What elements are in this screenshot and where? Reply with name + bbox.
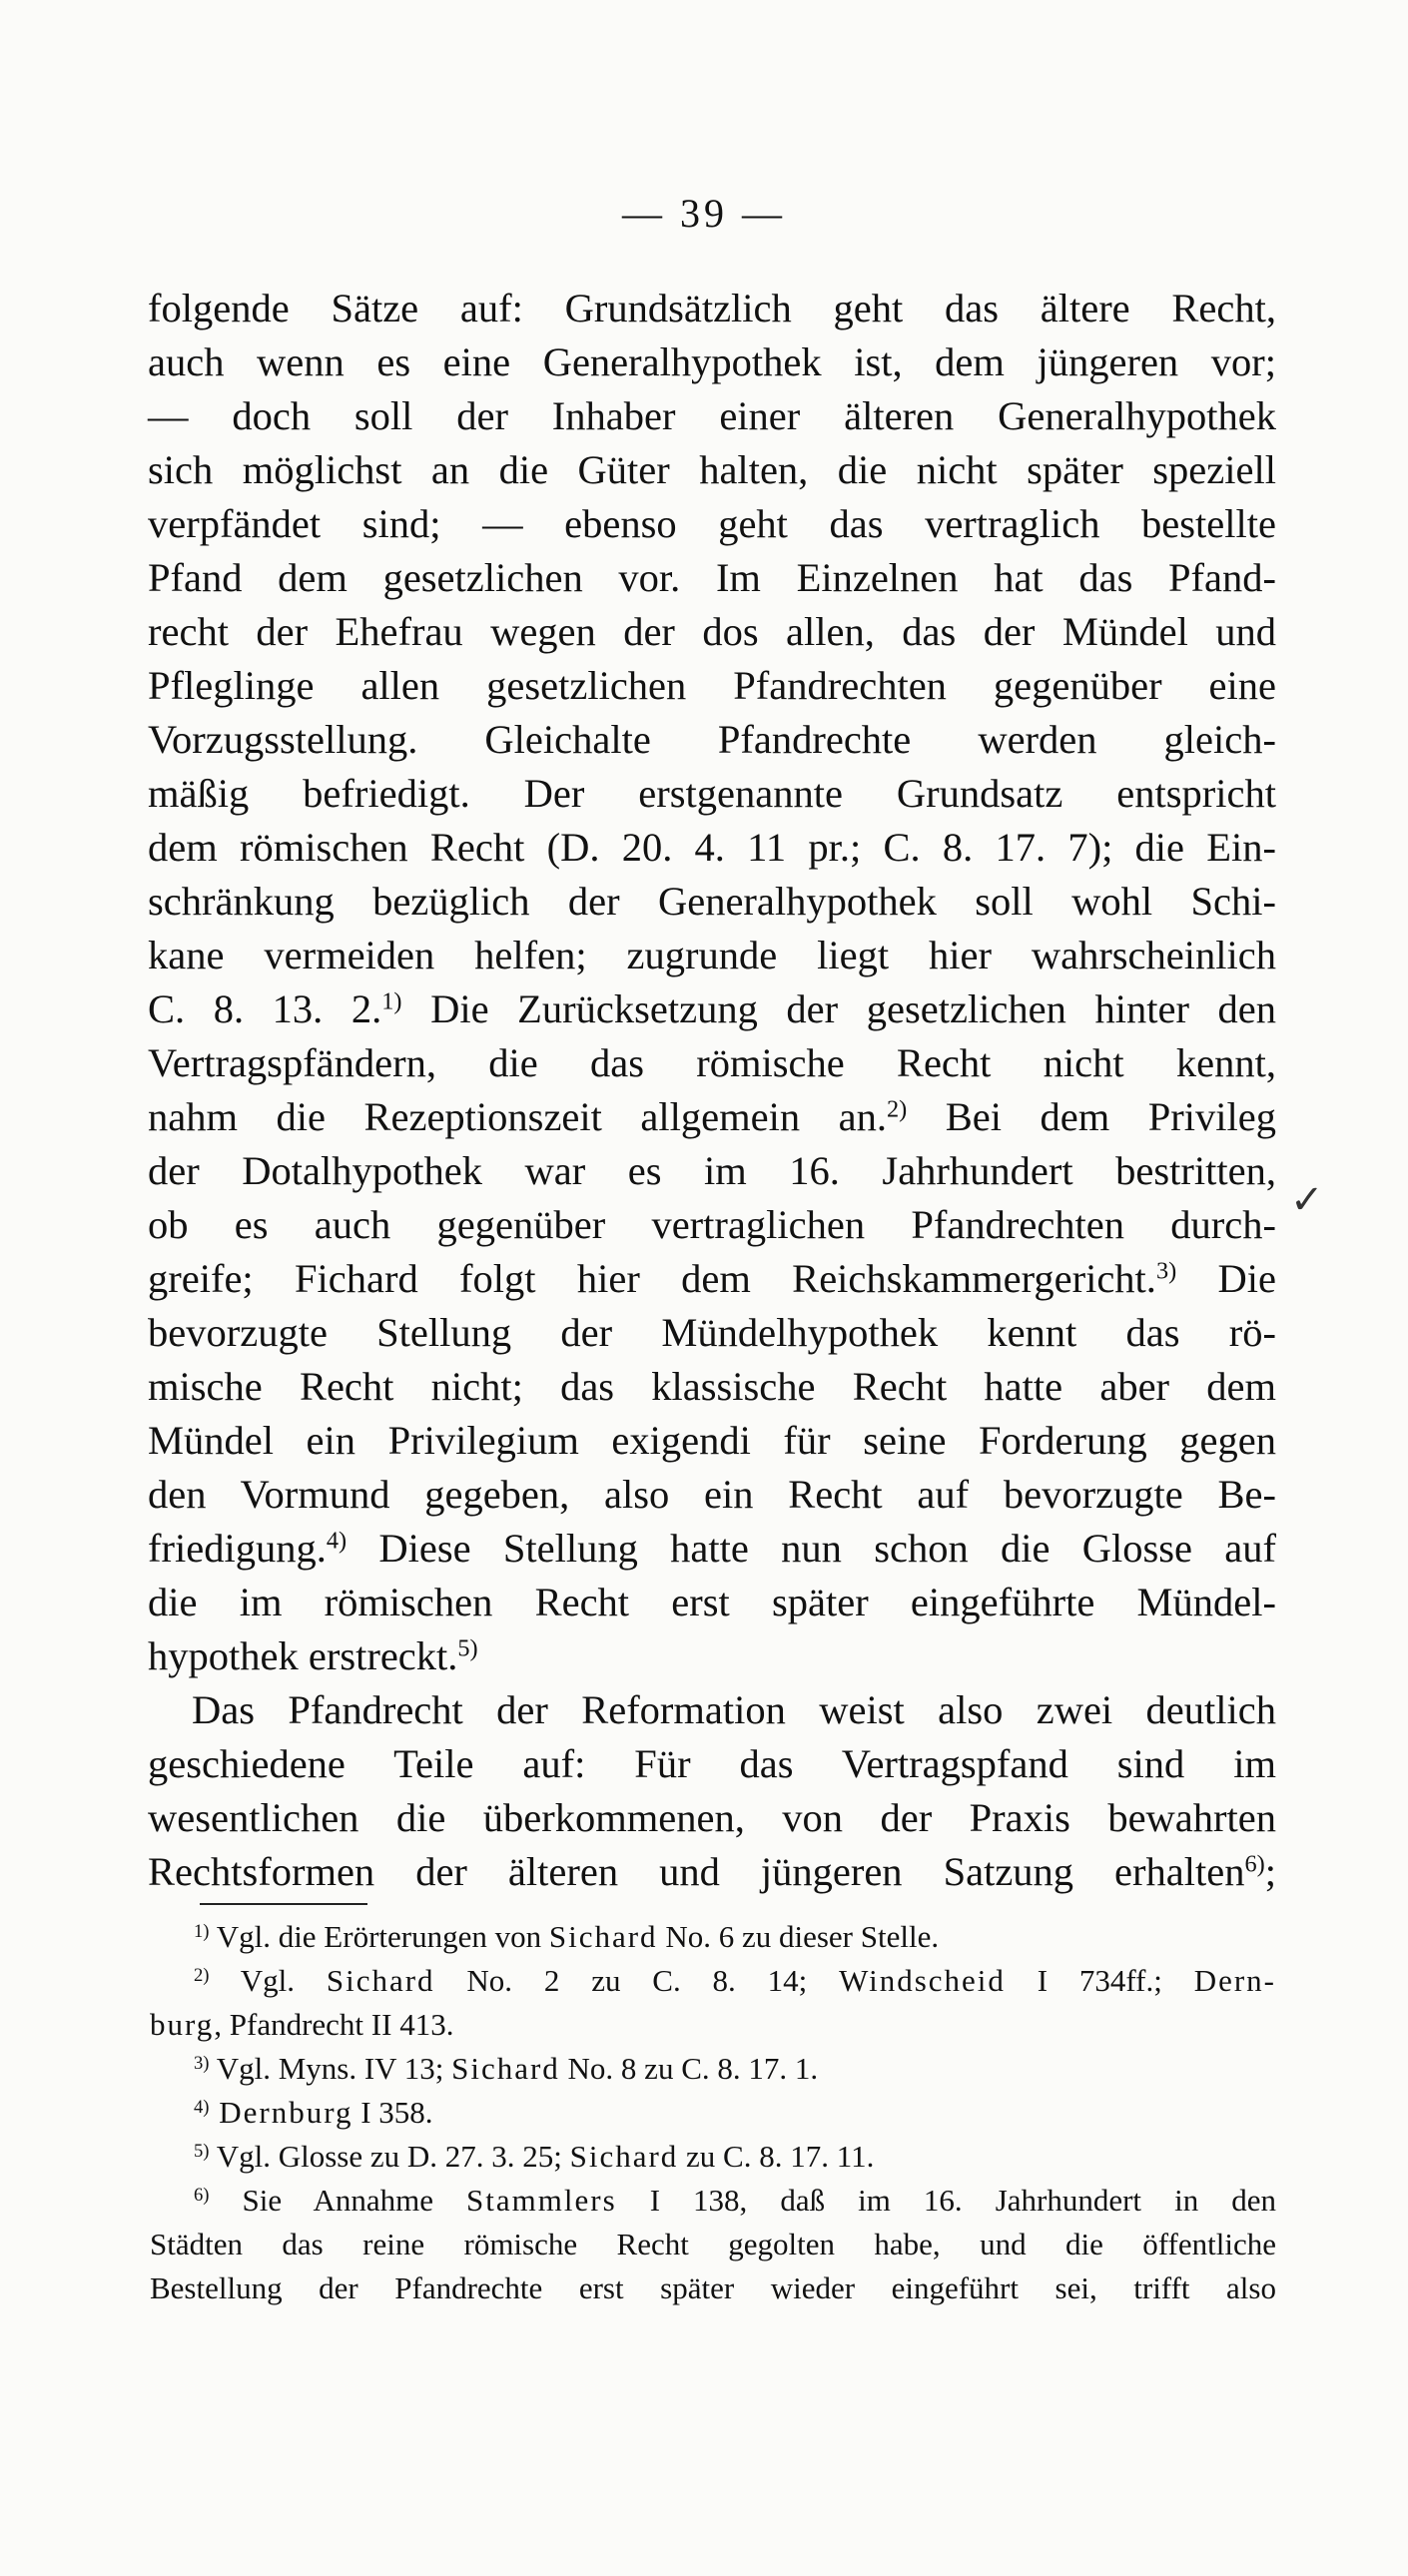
text-line: schränkung bezüglich der Generalhypothek soll wohl Schi- (148, 879, 1276, 924)
text-run: ; (1264, 1849, 1276, 1894)
text-run: Bei dem Privileg (907, 1094, 1277, 1139)
footnote-mark: 4) (194, 2096, 210, 2118)
text-line: — doch soll der Inhaber einer älteren Generalhypothek (148, 393, 1276, 438)
text-run: No. 2 zu C. 8. 14; (434, 1963, 840, 1998)
footnote-line (150, 2003, 1276, 2047)
footnote-5 (150, 2135, 1276, 2179)
text-run: Sie Annahme (209, 2183, 467, 2218)
text-line: mische Recht nicht; das klassische Recht hatte aber dem (148, 1364, 1276, 1409)
text-run: , Pfandrecht II 413. (214, 2007, 454, 2042)
footnote-3 (150, 2047, 1276, 2091)
margin-checkmark-icon: ✓ (1290, 1177, 1324, 1222)
text-run: zu C. 8. 17. 11. (678, 2139, 875, 2174)
text-run: No. 8 zu C. 8. 17. 1. (559, 2051, 819, 2086)
author-name: Sichard (548, 1919, 658, 1954)
footnote-2 (150, 1959, 1276, 2047)
text-line: die im römischen Recht erst später eingeführte Mündel- (148, 1580, 1276, 1624)
footnote-line: Städten das reine römische Recht gegolten habe, und die öffentliche (150, 2227, 1276, 2261)
main-text (148, 282, 1276, 1899)
footnote-mark: 2) (194, 1964, 210, 1986)
footnote-mark: 1) (194, 1920, 210, 1942)
text-line: dem römischen Recht (D. 20. 4. 11 pr.; C. 8. 17. 7); die Ein- (148, 825, 1276, 870)
text-run: hypothek erstreckt. (148, 1633, 458, 1678)
footnote-ref-6[interactable]: 6) (1244, 1850, 1265, 1878)
footnotes (150, 1915, 1276, 2310)
text-line: recht der Ehefrau wegen der dos allen, das der Mündel und (148, 609, 1276, 654)
text-run: I 138, daß im 16. Jahrhundert in den (616, 2183, 1276, 2218)
text-line: mäßig befriedigt. Der erstgenannte Grundsatz entspricht (148, 771, 1276, 816)
text-line (148, 982, 1276, 1036)
text-run: Die (1176, 1256, 1276, 1301)
text-line (148, 1522, 1276, 1576)
text-line (148, 1629, 1276, 1683)
author-name: Dern- (1193, 1963, 1276, 1998)
text-line (148, 1090, 1276, 1144)
text-run: Vgl. Myns. IV 13; (209, 2051, 452, 2086)
text-line (148, 1845, 1276, 1899)
author-name: Stammlers (466, 2183, 617, 2218)
text-line: Pfleglinge allen gesetzlichen Pfandrechten gegenüber eine (148, 663, 1276, 708)
text-run: I 358. (352, 2095, 433, 2130)
author-name: Windscheid (839, 1963, 1006, 1998)
footnote-6 (150, 2179, 1276, 2310)
footnote-line (194, 2047, 1276, 2091)
footnote-line: Bestellung der Pfandrechte erst später wieder eingeführt sei, trifft also (150, 2270, 1276, 2305)
text-line: geschiedene Teile auf: Für das Vertragspfand sind im (148, 1741, 1276, 1786)
footnote-divider (200, 1903, 367, 1905)
text-line: Vertragspfändern, die das römische Recht nicht kennt, (148, 1040, 1276, 1085)
text-line: auch wenn es eine Generalhypothek ist, dem jüngeren vor; (148, 339, 1276, 384)
text-run: greife; Fichard folgt hier dem Reichskammergericht. (148, 1256, 1156, 1301)
text-line: sich möglichst an die Güter halten, die nicht später speziell (148, 447, 1276, 492)
footnote-line (194, 2135, 1276, 2179)
footnote-1 (150, 1915, 1276, 1959)
text-line: Pfand dem gesetzlichen vor. Im Einzelnen hat das Pfand- (148, 555, 1276, 600)
footnote-ref-3[interactable]: 3) (1155, 1257, 1177, 1285)
text-run: nahm die Rezeptionszeit allgemein an. (148, 1094, 887, 1139)
footnote-mark: 3) (194, 2052, 210, 2074)
footnote-ref-2[interactable]: 2) (886, 1095, 908, 1123)
text-line: bevorzugte Stellung der Mündelhypothek kennt das rö- (148, 1310, 1276, 1355)
author-name: burg (150, 2007, 215, 2042)
footnote-ref-1[interactable]: 1) (381, 987, 402, 1015)
text-run: friedigung. (148, 1526, 327, 1571)
text-run: C. 8. 13. 2. (148, 986, 382, 1031)
text-run: I 734ff.; (1005, 1963, 1194, 1998)
author-name: Sichard (451, 2051, 560, 2086)
text-line: ob es auch gegenüber vertraglichen Pfandrechten durch- (148, 1202, 1276, 1247)
footnote-4 (150, 2091, 1276, 2135)
footnote-mark: 6) (194, 2184, 210, 2206)
footnote-ref-4[interactable]: 4) (326, 1527, 348, 1555)
footnote-mark: 5) (194, 2140, 210, 2162)
text-run: Vgl. die Erörterungen von (209, 1919, 549, 1954)
footnote-line (150, 2179, 1276, 2223)
footnote-ref-5[interactable]: 5) (457, 1634, 478, 1662)
text-run: Die Zurücksetzung der gesetzlichen hinter den (401, 986, 1276, 1031)
text-line: Mündel ein Privilegium exigendi für seine Forderung gegen (148, 1418, 1276, 1463)
text-run: Rechtsformen der älteren und jüngeren Satzung erhalten (148, 1849, 1245, 1894)
text-run: Vgl. (209, 1963, 327, 1998)
text-run: Vgl. Glosse zu D. 27. 3. 25; (209, 2139, 570, 2174)
author-name: Sichard (569, 2139, 679, 2174)
text-line: wesentlichen die überkommenen, von der Praxis bewahrten (148, 1795, 1276, 1840)
text-run: Diese Stellung hatte nun schon die Glosse auf (347, 1526, 1276, 1571)
text-run: No. 6 zu dieser Stelle. (657, 1919, 940, 1954)
text-line: der Dotalhypothek war es im 16. Jahrhundert bestritten, (148, 1148, 1276, 1193)
author-name: Sichard (326, 1963, 435, 1998)
footnote-line (194, 2091, 1276, 2135)
text-line: den Vormund gegeben, also ein Recht auf bevorzugte Be- (148, 1472, 1276, 1517)
footnote-line (150, 1959, 1276, 2003)
text-line: Vorzugsstellung. Gleichalte Pfandrechte werden gleich- (148, 717, 1276, 762)
paragraph-start: Das Pfandrecht der Reformation weist also zwei deutlich (192, 1687, 1276, 1732)
author-name: Dernburg (209, 2095, 353, 2130)
text-line: kane vermeiden helfen; zugrunde liegt hier wahrscheinlich (148, 933, 1276, 977)
text-line: folgende Sätze auf: Grundsätzlich geht das ältere Recht, (148, 286, 1276, 330)
footnote-line (194, 1915, 1276, 1959)
text-line: verpfändet sind; — ebenso geht das vertraglich bestellte (148, 501, 1276, 546)
page-number: — 39 — (622, 191, 786, 236)
text-line (148, 1252, 1276, 1306)
